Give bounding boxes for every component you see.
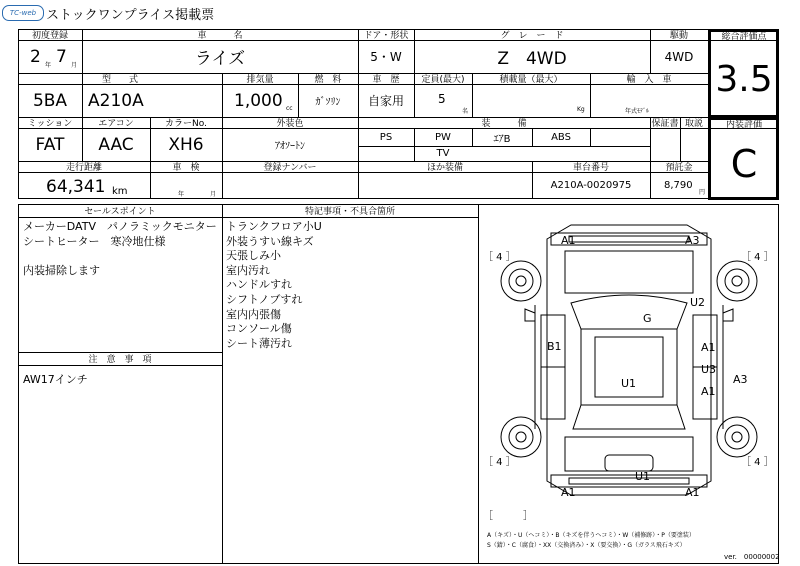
year-model-label: 年式ﾓﾃﾞﾙ — [625, 108, 650, 115]
label-fuel: 燃 料 — [314, 75, 342, 85]
damage-mark: U3 — [701, 363, 717, 376]
label-aircon: エアコン — [98, 119, 134, 129]
label-cautions: 注 意 事 項 — [88, 355, 152, 365]
model-value: A210A — [88, 91, 144, 111]
equipment-item: ABS — [551, 131, 571, 143]
label-color-no: カラーNo. — [165, 119, 207, 129]
damage-mark: A3 — [685, 234, 700, 247]
car-name-value: ライズ — [194, 49, 246, 69]
label-interior-grade: 内装評価 — [725, 120, 762, 130]
bracket-label: ［ ］ — [483, 511, 533, 522]
year-unit: 年 — [45, 62, 52, 69]
list-item: 室内内張傷 — [226, 307, 281, 321]
label-manual: 取説 — [684, 119, 703, 129]
legend-line: S（錆）・C（腐食）・XX（交換済み）・X（要交換）・G（ガラス飛石キズ） — [487, 542, 686, 549]
label-displacement: 排気量 — [246, 75, 274, 85]
damage-mark: A1 — [561, 486, 576, 499]
damage-mark: B1 — [547, 340, 562, 353]
label-import: 輸 入 車 — [626, 75, 672, 85]
list-item: 室内汚れ — [226, 263, 270, 277]
label-overall-grade: 総合評価点 — [721, 32, 767, 42]
special-notes-list — [226, 220, 322, 351]
legend-line: A（キズ）・U（ヘコミ）・B（キズを伴うヘコミ）・W（補修跡）・P（要塗装） — [487, 532, 695, 539]
mileage-value: 64,341 — [46, 177, 106, 197]
equipment-item: ｴｱB — [493, 133, 511, 145]
label-special-notes: 特記事項・不具合箇所 — [304, 207, 395, 217]
label-mileage: 走行距離 — [65, 163, 102, 173]
load-unit: Kg — [577, 106, 585, 113]
damage-mark: U1 — [635, 470, 651, 483]
chassis-no-value: A210A-0020975 — [550, 179, 632, 191]
interior-grade-value: C — [730, 142, 758, 186]
list-item: シフトノブすれ — [226, 292, 303, 306]
list-item: 外装うすい線キズ — [226, 234, 314, 248]
mileage-unit: km — [112, 186, 128, 197]
month-value: 7 — [56, 47, 67, 67]
list-item — [23, 249, 217, 264]
color-no-value: XH6 — [168, 134, 204, 155]
tire-label: ［ 4 ］ — [741, 457, 774, 468]
label-grade: グ レ ー ド — [500, 31, 564, 41]
aircon-value: AAC — [98, 134, 134, 155]
deposit-unit: 円 — [699, 189, 706, 196]
label-exterior-color: 外装色 — [276, 119, 304, 129]
label-inspection: 車 検 — [172, 163, 200, 173]
list-item: トランクフロア小U — [226, 220, 322, 233]
label-usage: 車 歴 — [372, 75, 400, 85]
equipment-item: TV — [436, 148, 450, 159]
rear-window — [573, 405, 685, 429]
tire-label: ［ 4 ］ — [483, 457, 516, 468]
hood — [565, 251, 693, 293]
displacement-unit: cc — [286, 105, 293, 112]
version-label: ver. 00000002 — [724, 553, 780, 561]
damage-mark: A1 — [701, 341, 716, 354]
inspection-month-unit: 月 — [210, 191, 217, 198]
tire-label: ［ 4 ］ — [483, 252, 516, 263]
cautions-list — [23, 373, 88, 388]
grade-value: Z 4WD — [497, 49, 567, 69]
month-unit: 月 — [71, 62, 78, 69]
windshield — [571, 295, 687, 329]
label-car-name: 車 名 — [197, 31, 243, 41]
tire-label: ［ 4 ］ — [741, 252, 774, 263]
label-warranty: 保証書 — [651, 119, 679, 129]
list-item: コンソール傷 — [226, 322, 292, 336]
label-deposit: 預託金 — [665, 163, 693, 173]
capacity-value: 5 — [438, 92, 446, 106]
fuel-value: ｶﾞｿﾘﾝ — [315, 97, 341, 108]
label-load-capacity: 積載量（最大） — [499, 75, 563, 85]
inspection-year-unit: 年 — [178, 191, 185, 198]
tire-front-left — [501, 261, 541, 301]
damage-mark: G — [643, 312, 652, 325]
tire-rear-right — [717, 417, 757, 457]
label-first-reg: 初度登録 — [31, 31, 68, 41]
label-sales-points: セールスポイント — [84, 207, 156, 217]
label-door-shape: ドア・形状 — [363, 31, 409, 41]
exterior-color-value: ｱｵｿｰﾄﾝ — [275, 141, 305, 152]
damage-mark: A1 — [701, 385, 716, 398]
capacity-unit: 名 — [462, 108, 469, 115]
car-damage-diagram — [479, 205, 778, 563]
label-chassis-no: 車台番号 — [572, 163, 609, 173]
list-item: メーカーDATV パノラミックモニター — [23, 220, 217, 233]
equipment-item: PS — [379, 131, 393, 143]
model-prefix-value: 5BA — [32, 90, 68, 111]
tire-rear-left — [501, 417, 541, 457]
damage-mark: A1 — [685, 486, 700, 499]
sales-points-list — [23, 220, 217, 278]
label-other-equipment: ほか装備 — [426, 163, 463, 173]
label-equipment: 装 備 — [481, 119, 527, 129]
label-model: 型 式 — [101, 75, 138, 85]
label-capacity: 定員(最大) — [421, 75, 465, 85]
company-logo: TC-web — [2, 5, 44, 21]
usage-value: 自家用 — [367, 94, 404, 108]
damage-mark: A1 — [561, 234, 576, 247]
mission-value: FAT — [35, 134, 65, 155]
damage-mark: U2 — [690, 296, 706, 309]
list-item: AW17インチ — [23, 373, 88, 386]
tire-front-right — [717, 261, 757, 301]
equipment-item: PW — [435, 131, 451, 143]
list-item: シート薄汚れ — [226, 336, 292, 350]
year-value: 2 — [30, 47, 41, 67]
door-value: 5・W — [370, 50, 402, 64]
first-reg-value — [22, 43, 80, 71]
displacement-value: 1,000 — [234, 91, 283, 111]
overall-grade-value: 3.5 — [715, 58, 773, 100]
drive-value: 4WD — [664, 49, 694, 64]
damage-mark: A3 — [733, 373, 748, 386]
label-plate: 登録ナンバー — [263, 163, 317, 173]
list-item: 内装掃除します — [23, 263, 100, 277]
left-rear-door — [541, 367, 565, 419]
trunk — [565, 437, 693, 471]
list-item: ハンドルすれ — [226, 278, 292, 292]
label-drive: 駆動 — [669, 31, 688, 41]
deposit-value: 8,790 — [664, 180, 693, 191]
list-item: シートヒーター 寒冷地仕様 — [23, 234, 166, 248]
damage-mark: U1 — [621, 377, 637, 390]
page-title: ストックワンプライス掲載票 — [46, 8, 215, 23]
list-item: 天張しみ小 — [226, 249, 281, 263]
label-mission: ミッション — [27, 119, 73, 129]
